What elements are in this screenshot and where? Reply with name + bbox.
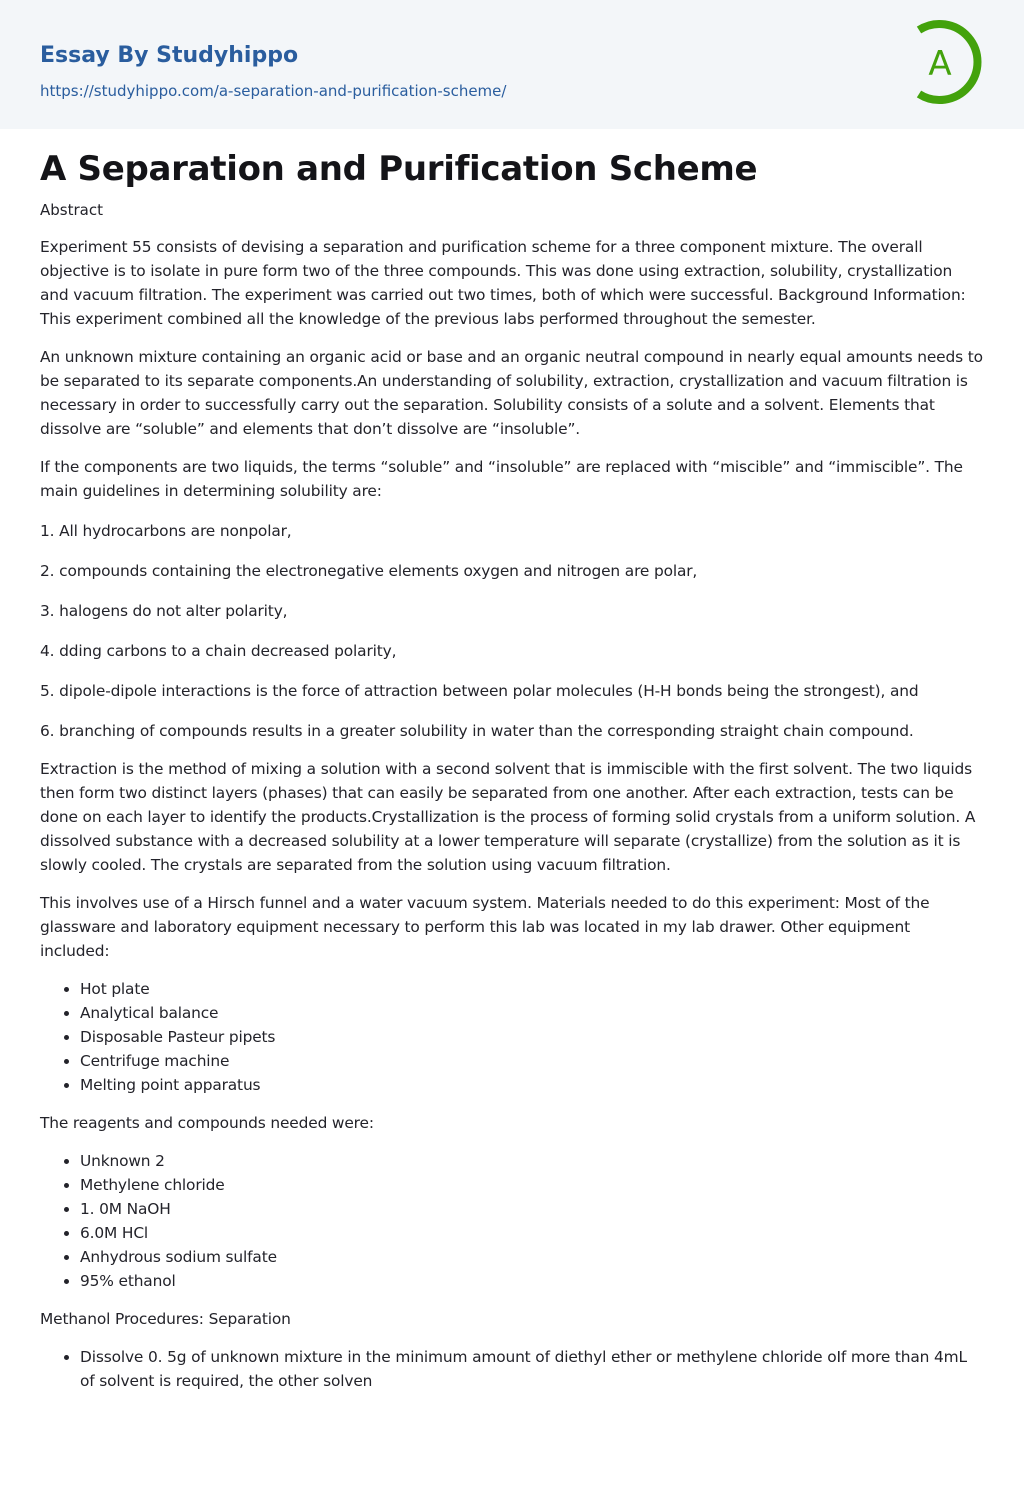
guideline-item: 4. dding carbons to a chain decreased polarity,	[40, 642, 397, 660]
guideline-item: 3. halogens do not alter polarity,	[40, 602, 288, 620]
essay-url-link[interactable]: https://studyhippo.com/a-separation-and-purification-scheme/	[40, 82, 507, 100]
equipment-list	[40, 977, 984, 1097]
paragraph: If the components are two liquids, the terms “soluble” and “insoluble” are replaced with “miscible” and “immiscible”. The main guidelines in determining solubility are:	[40, 458, 963, 500]
list-item: Hot plate	[80, 977, 984, 1001]
list-item: 95% ethanol	[80, 1269, 984, 1293]
paragraph: An unknown mixture containing an organic acid or base and an organic neutral compound in nearly equal amounts needs to be separated to its separate components.An understanding of solubility, extraction, crystallization and vacuum filtration is necessary in order to successfully carry out the separation. Solubility consists of a solute and a solvent. Elements that dissolve are “soluble” and elements that don’t dissolve are “insoluble”.	[40, 348, 983, 438]
procedures-heading: Methanol Procedures: Separation	[40, 1310, 291, 1328]
list-item: Unknown 2	[80, 1149, 984, 1173]
site-header	[0, 0, 1024, 129]
list-item: Melting point apparatus	[80, 1073, 984, 1097]
list-item: Disposable Pasteur pipets	[80, 1025, 984, 1049]
procedures-list	[40, 1345, 984, 1393]
guideline-item: 5. dipole-dipole interactions is the force of attraction between polar molecules (H-H bonds being the strongest), and	[40, 682, 919, 700]
guideline-item: 2. compounds containing the electronegative elements oxygen and nitrogen are polar,	[40, 562, 698, 580]
logo-letter: A	[928, 44, 952, 84]
list-item: Centrifuge machine	[80, 1049, 984, 1073]
paragraph: Experiment 55 consists of devising a separation and purification scheme for a three component mixture. The overall objective is to isolate in pure form two of the three compounds. This was done using extraction, solubility, crystallization and vacuum filtration. The experiment was carried out two times, both of which were successful. Background Information: This experiment combined all the knowledge of the previous labs performed throughout the semester.	[40, 238, 966, 328]
reagents-intro: The reagents and compounds needed were:	[40, 1114, 374, 1132]
list-item: Analytical balance	[80, 1001, 984, 1025]
brand-title: Essay By Studyhippo	[40, 43, 299, 68]
list-item: Dissolve 0. 5g of unknown mixture in the minimum amount of diethyl ether or methylene chloride oIf more than 4mL of solvent is required, the other solven	[80, 1345, 984, 1393]
list-item: Methylene chloride	[80, 1173, 984, 1197]
list-item: Anhydrous sodium sulfate	[80, 1245, 984, 1269]
paragraph: This involves use of a Hirsch funnel and a water vacuum system. Materials needed to do this experiment: Most of the glassware and laboratory equipment necessary to perform this lab was located in my lab drawer. Other equipment included:	[40, 894, 930, 960]
list-item: 6.0M HCl	[80, 1221, 984, 1245]
page-title: A Separation and Purification Scheme	[40, 149, 758, 189]
abstract-label: Abstract	[40, 201, 103, 219]
list-item: 1. 0M NaOH	[80, 1197, 984, 1221]
reagents-list	[40, 1149, 984, 1293]
article-body	[0, 149, 1024, 1433]
studyhippo-logo-icon[interactable]	[910, 18, 988, 106]
guideline-item: 6. branching of compounds results in a greater solubility in water than the corresponding straight chain compound.	[40, 722, 914, 740]
paragraph: Extraction is the method of mixing a solution with a second solvent that is immiscible with the first solvent. The two liquids then form two distinct layers (phases) that can easily be separated from one another. After each extraction, tests can be done on each layer to identify the products.Crystallization is the process of forming solid crystals from a uniform solution. A dissolved substance with a decreased solubility at a lower temperature will separate (crystallize) from the solution as it is slowly cooled. The crystals are separated from the solution using vacuum filtration.	[40, 760, 976, 874]
guideline-item: 1. All hydrocarbons are nonpolar,	[40, 522, 292, 540]
